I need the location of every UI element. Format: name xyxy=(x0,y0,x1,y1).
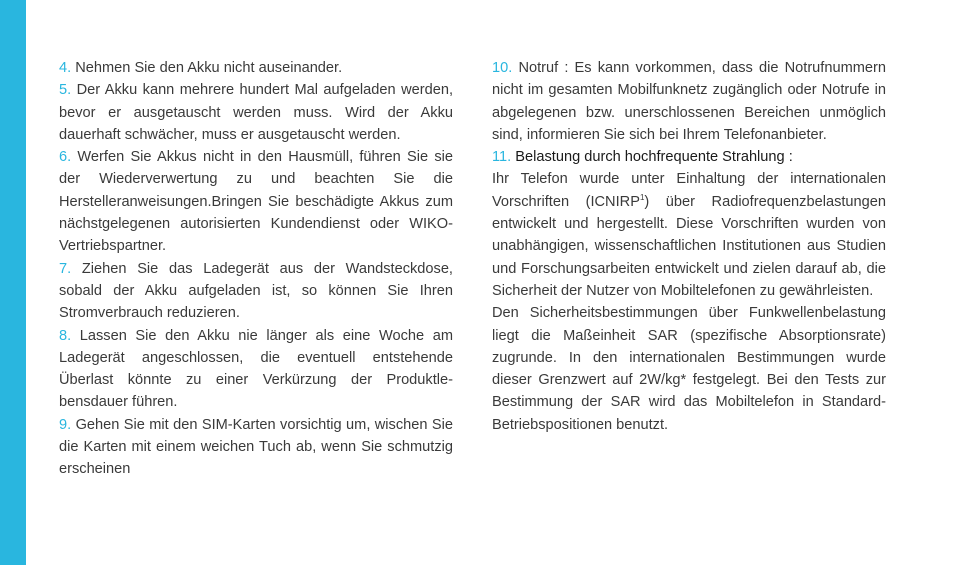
item-number: 8. xyxy=(59,327,72,344)
right-column xyxy=(492,57,886,436)
item-9 xyxy=(59,414,453,481)
item-number: 7. xyxy=(59,260,72,277)
item-text: Der Akku kann mehrere hundert Mal aufgeladen werden, bevor er ausgetauscht werden muss. Wird der Akku dauerhaft schwächer, muss er ausgetauscht werden. xyxy=(59,82,454,143)
item-number: 4. xyxy=(59,60,72,76)
item-text: Lassen Sie den Akku nie länger als eine Woche am Ladegerät angeschlossen, die eventuell entstehende Überlast könnte zu einer Verkürzung der Produktlebensdauer führen. xyxy=(59,327,453,411)
item-text: Ziehen Sie das Ladegerät aus der Wandsteckdose, sobald der Akku aufgeladen ist, so können Sie Ihren Stromverbrauch reduzieren. xyxy=(59,260,453,322)
item-number: 5. xyxy=(59,82,72,99)
radiation-paragraph xyxy=(492,168,886,302)
item-11 xyxy=(492,146,886,168)
item-number: 10. xyxy=(492,60,513,76)
item-number: 6. xyxy=(59,149,72,166)
item-number: 9. xyxy=(59,416,72,433)
side-accent-bar xyxy=(0,0,26,565)
item-4 xyxy=(59,57,453,79)
left-column xyxy=(59,57,453,481)
paragraph-text: Ihr Telefon wurde unter Einhaltung der internationalen Vorschriften (ICNIRP xyxy=(492,171,886,210)
section-heading: Belastung durch hochfrequente Strahlung : xyxy=(515,149,793,166)
item-text: Notruf : Es kann vorkommen, dass die Notrufnummern nicht im gesamten Mobilfunknetz zugänglich oder Notrufe in abgelegenen bzw. unerschlossenen Bereichen unmöglich sind, informieren Sie sich bei Ihrem Telefonanbieter. xyxy=(492,60,886,143)
item-7 xyxy=(59,258,453,325)
item-8 xyxy=(59,325,453,414)
item-6 xyxy=(59,146,453,257)
paragraph-text: ) über Radiofrequenzbelastungen entwickelt und hergestellt. Diese Vorschriften wurden von unabhängigen, wissenschaftlichen Institutionen aus Studien und Forschungsarbeiten entwickelt und zielen darauf ab, die Sicherheit der Nutzer von Mobiltelefonen zu gewährleisten. xyxy=(492,193,886,299)
footnote-marker: 1 xyxy=(639,192,645,202)
item-number: 11. xyxy=(492,149,512,166)
item-text: Gehen Sie mit den SIM-Karten vorsichtig um, wischen Sie die Karten mit einem weichen Tuch ab, wenn Sie schmutzig erscheinen xyxy=(59,416,453,478)
sar-paragraph: Den Sicherheitsbestimmungen über Funkwellenbelastung liegt die Maßeinheit SAR (spezifische Absorptionsrate) zugrunde. In den internationalen Bestimmungen wurde dieser Grenzwert auf 2W/kg* festgelegt. Bei den Tests zur Bestimmung der SAR wird das Mobiltelefon in Standard-Betriebspositionen benutzt. xyxy=(492,305,886,433)
item-5 xyxy=(59,79,453,146)
item-text: Werfen Sie Akkus nicht in den Hausmüll, führen Sie sie der Wiederverwertung zu und beachten Sie die Herstelleranweisungen.Bringen Sie beschädigte Akkus zum nächstgelegenen autorisierten Kundendienst oder WIKO-Vertriebspartner. xyxy=(59,149,453,255)
item-text: Nehmen Sie den Akku nicht auseinander. xyxy=(75,60,343,76)
item-10 xyxy=(492,57,886,146)
